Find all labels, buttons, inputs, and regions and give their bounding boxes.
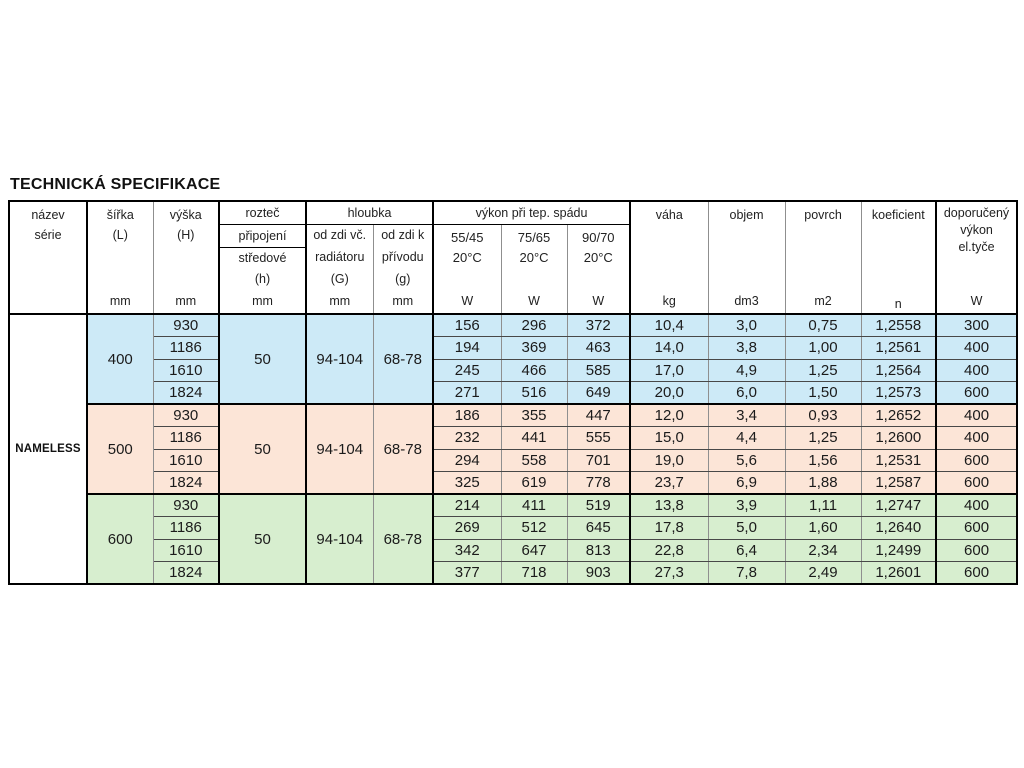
header-hloubka-group xyxy=(306,201,433,224)
weight-cell: 22,8 xyxy=(630,539,708,562)
header-label: od zdi k xyxy=(381,227,425,242)
table-row xyxy=(9,472,1017,495)
header-vaha xyxy=(630,201,708,314)
height-cell: 1824 xyxy=(153,472,219,495)
height-cell: 930 xyxy=(153,404,219,427)
surface-cell: 2,49 xyxy=(785,562,861,585)
table-row xyxy=(9,359,1017,382)
volume-cell: 7,8 xyxy=(708,562,785,585)
header-label: 20°C xyxy=(519,249,549,265)
header-label: el.tyče xyxy=(958,240,995,254)
weight-cell: 12,0 xyxy=(630,404,708,427)
recommended-power-cell: 400 xyxy=(936,494,1017,517)
header-label: radiátoru xyxy=(315,249,365,264)
volume-cell: 4,9 xyxy=(708,359,785,382)
height-cell: 1610 xyxy=(153,449,219,472)
header-unit: W xyxy=(970,294,983,308)
header-label: název xyxy=(31,208,65,222)
recommended-power-cell: 600 xyxy=(936,472,1017,495)
height-cell: 1824 xyxy=(153,382,219,405)
power-90-70-cell: 447 xyxy=(567,404,630,427)
coefficient-cell: 1,2558 xyxy=(861,314,936,337)
coefficient-cell: 1,2564 xyxy=(861,359,936,382)
power-55-45-cell: 342 xyxy=(433,539,501,562)
header-label: od zdi vč. xyxy=(313,227,367,242)
header-vykon-55-45 xyxy=(433,224,501,314)
weight-cell: 27,3 xyxy=(630,562,708,585)
power-75-65-cell: 619 xyxy=(501,472,567,495)
spec-table xyxy=(8,200,1018,585)
header-nazev-serie xyxy=(9,201,87,314)
power-90-70-cell: 701 xyxy=(567,449,630,472)
header-unit: mm xyxy=(109,294,131,308)
recommended-power-cell: 600 xyxy=(936,517,1017,540)
header-label: (L) xyxy=(112,228,128,242)
header-label: středové xyxy=(238,250,287,265)
volume-cell: 3,8 xyxy=(708,337,785,360)
power-55-45-cell: 271 xyxy=(433,382,501,405)
height-cell: 1824 xyxy=(153,562,219,585)
table-row xyxy=(9,539,1017,562)
header-label: 20°C xyxy=(452,249,482,265)
header-vykon-group xyxy=(433,201,630,224)
header-roztec-stredove xyxy=(219,247,306,314)
roztec-cell: 50 xyxy=(219,404,306,494)
header-label: šířka xyxy=(106,208,134,222)
table-row xyxy=(9,314,1017,337)
power-75-65-cell: 441 xyxy=(501,427,567,450)
header-unit: W xyxy=(461,293,474,308)
header-roztec xyxy=(219,201,306,224)
surface-cell: 0,93 xyxy=(785,404,861,427)
header-label: objem xyxy=(729,208,764,222)
header-vykon-75-65 xyxy=(501,224,567,314)
power-55-45-cell: 232 xyxy=(433,427,501,450)
surface-cell: 2,34 xyxy=(785,539,861,562)
surface-cell: 1,11 xyxy=(785,494,861,517)
header-unit: W xyxy=(528,293,540,308)
power-55-45-cell: 377 xyxy=(433,562,501,585)
recommended-power-cell: 400 xyxy=(936,404,1017,427)
hloubka-p-cell: 68-78 xyxy=(373,404,433,494)
header-unit: W xyxy=(592,293,605,308)
power-55-45-cell: 156 xyxy=(433,314,501,337)
power-55-45-cell: 325 xyxy=(433,472,501,495)
surface-cell: 1,50 xyxy=(785,382,861,405)
header-label: 20°C xyxy=(583,249,613,265)
header-label: výkon při tep. spádu xyxy=(475,206,588,221)
surface-cell: 1,56 xyxy=(785,449,861,472)
weight-cell: 17,0 xyxy=(630,359,708,382)
header-label: 55/45 xyxy=(450,229,484,245)
header-label: (H) xyxy=(177,228,195,242)
power-90-70-cell: 813 xyxy=(567,539,630,562)
recommended-power-cell: 600 xyxy=(936,449,1017,472)
header-label: série xyxy=(34,228,62,242)
recommended-power-cell: 400 xyxy=(936,427,1017,450)
power-75-65-cell: 411 xyxy=(501,494,567,517)
volume-cell: 5,0 xyxy=(708,517,785,540)
power-90-70-cell: 372 xyxy=(567,314,630,337)
hloubka-p-cell: 68-78 xyxy=(373,494,433,584)
height-cell: 930 xyxy=(153,494,219,517)
width-cell: 400 xyxy=(87,314,153,404)
power-55-45-cell: 194 xyxy=(433,337,501,360)
surface-cell: 1,00 xyxy=(785,337,861,360)
volume-cell: 3,0 xyxy=(708,314,785,337)
header-doporuceny xyxy=(936,201,1017,314)
recommended-power-cell: 600 xyxy=(936,539,1017,562)
weight-cell: 19,0 xyxy=(630,449,708,472)
weight-cell: 13,8 xyxy=(630,494,708,517)
coefficient-cell: 1,2561 xyxy=(861,337,936,360)
header-unit: m2 xyxy=(814,294,832,308)
header-label: doporučený xyxy=(943,206,1010,220)
hloubka-p-cell: 68-78 xyxy=(373,314,433,404)
surface-cell: 1,60 xyxy=(785,517,861,540)
volume-cell: 4,4 xyxy=(708,427,785,450)
width-cell: 600 xyxy=(87,494,153,584)
surface-cell: 1,88 xyxy=(785,472,861,495)
header-label: váha xyxy=(655,208,683,222)
series-name-cell: NAMELESS xyxy=(9,314,87,584)
header-unit: mm xyxy=(329,293,351,308)
header-hloubka-p xyxy=(373,224,433,314)
header-unit: kg xyxy=(662,294,676,308)
header-hloubka-g xyxy=(306,224,373,314)
surface-cell: 1,25 xyxy=(785,359,861,382)
header-label: (g) xyxy=(395,271,411,286)
header-label: hloubka xyxy=(347,206,392,221)
header-koeficient xyxy=(861,201,936,314)
power-55-45-cell: 245 xyxy=(433,359,501,382)
header-label: povrch xyxy=(804,208,842,222)
power-90-70-cell: 463 xyxy=(567,337,630,360)
weight-cell: 23,7 xyxy=(630,472,708,495)
header-vyska xyxy=(153,201,219,314)
recommended-power-cell: 400 xyxy=(936,337,1017,360)
power-55-45-cell: 269 xyxy=(433,517,501,540)
coefficient-cell: 1,2531 xyxy=(861,449,936,472)
header-label: výška xyxy=(169,208,202,222)
power-90-70-cell: 555 xyxy=(567,427,630,450)
header-sirka xyxy=(87,201,153,314)
surface-cell: 1,25 xyxy=(785,427,861,450)
table-row xyxy=(9,449,1017,472)
header-unit: mm xyxy=(252,293,273,308)
header-unit: n xyxy=(894,297,902,311)
height-cell: 1186 xyxy=(153,337,219,360)
weight-cell: 20,0 xyxy=(630,382,708,405)
width-cell: 500 xyxy=(87,404,153,494)
table-row xyxy=(9,382,1017,405)
power-90-70-cell: 519 xyxy=(567,494,630,517)
header-label: výkon xyxy=(960,223,993,237)
coefficient-cell: 1,2573 xyxy=(861,382,936,405)
power-55-45-cell: 186 xyxy=(433,404,501,427)
hloubka-g-cell: 94-104 xyxy=(306,404,373,494)
power-75-65-cell: 466 xyxy=(501,359,567,382)
volume-cell: 3,4 xyxy=(708,404,785,427)
hloubka-g-cell: 94-104 xyxy=(306,314,373,404)
table-row xyxy=(9,404,1017,427)
recommended-power-cell: 600 xyxy=(936,382,1017,405)
power-90-70-cell: 645 xyxy=(567,517,630,540)
header-label: (G) xyxy=(330,271,349,286)
roztec-cell: 50 xyxy=(219,494,306,584)
weight-cell: 17,8 xyxy=(630,517,708,540)
power-75-65-cell: 369 xyxy=(501,337,567,360)
header-vykon-90-70 xyxy=(567,224,630,314)
table-row xyxy=(9,337,1017,360)
power-75-65-cell: 647 xyxy=(501,539,567,562)
weight-cell: 10,4 xyxy=(630,314,708,337)
recommended-power-cell: 400 xyxy=(936,359,1017,382)
volume-cell: 6,9 xyxy=(708,472,785,495)
power-90-70-cell: 903 xyxy=(567,562,630,585)
table-row xyxy=(9,427,1017,450)
header-label: připojení xyxy=(238,229,287,243)
table-row xyxy=(9,494,1017,517)
header-roztec-pripojeni xyxy=(219,224,306,247)
power-75-65-cell: 296 xyxy=(501,314,567,337)
height-cell: 1186 xyxy=(153,427,219,450)
coefficient-cell: 1,2640 xyxy=(861,517,936,540)
power-75-65-cell: 718 xyxy=(501,562,567,585)
height-cell: 930 xyxy=(153,314,219,337)
header-label: (h) xyxy=(254,272,271,286)
header-povrch xyxy=(785,201,861,314)
coefficient-cell: 1,2747 xyxy=(861,494,936,517)
power-55-45-cell: 214 xyxy=(433,494,501,517)
power-90-70-cell: 778 xyxy=(567,472,630,495)
header-label: 90/70 xyxy=(582,229,615,245)
coefficient-cell: 1,2600 xyxy=(861,427,936,450)
power-75-65-cell: 516 xyxy=(501,382,567,405)
coefficient-cell: 1,2499 xyxy=(861,539,936,562)
power-75-65-cell: 512 xyxy=(501,517,567,540)
coefficient-cell: 1,2601 xyxy=(861,562,936,585)
header-unit: dm3 xyxy=(734,294,759,308)
page-title: TECHNICKÁ SPECIFIKACE xyxy=(10,176,221,193)
power-75-65-cell: 355 xyxy=(501,404,567,427)
volume-cell: 6,0 xyxy=(708,382,785,405)
header-unit: mm xyxy=(175,294,197,308)
table-header xyxy=(9,201,1017,314)
height-cell: 1610 xyxy=(153,359,219,382)
power-90-70-cell: 585 xyxy=(567,359,630,382)
weight-cell: 15,0 xyxy=(630,427,708,450)
table-row xyxy=(9,517,1017,540)
hloubka-g-cell: 94-104 xyxy=(306,494,373,584)
roztec-cell: 50 xyxy=(219,314,306,404)
header-label: koeficient xyxy=(871,208,925,222)
weight-cell: 14,0 xyxy=(630,337,708,360)
volume-cell: 3,9 xyxy=(708,494,785,517)
volume-cell: 6,4 xyxy=(708,539,785,562)
header-objem xyxy=(708,201,785,314)
surface-cell: 0,75 xyxy=(785,314,861,337)
power-75-65-cell: 558 xyxy=(501,449,567,472)
recommended-power-cell: 300 xyxy=(936,314,1017,337)
height-cell: 1186 xyxy=(153,517,219,540)
coefficient-cell: 1,2587 xyxy=(861,472,936,495)
header-label: 75/65 xyxy=(517,229,551,245)
volume-cell: 5,6 xyxy=(708,449,785,472)
header-label: rozteč xyxy=(245,206,280,221)
recommended-power-cell: 600 xyxy=(936,562,1017,585)
power-55-45-cell: 294 xyxy=(433,449,501,472)
power-90-70-cell: 649 xyxy=(567,382,630,405)
spec-table-body xyxy=(9,314,1017,584)
table-row xyxy=(9,562,1017,585)
header-unit: mm xyxy=(392,293,414,308)
height-cell: 1610 xyxy=(153,539,219,562)
header-label: přívodu xyxy=(381,249,424,264)
coefficient-cell: 1,2652 xyxy=(861,404,936,427)
